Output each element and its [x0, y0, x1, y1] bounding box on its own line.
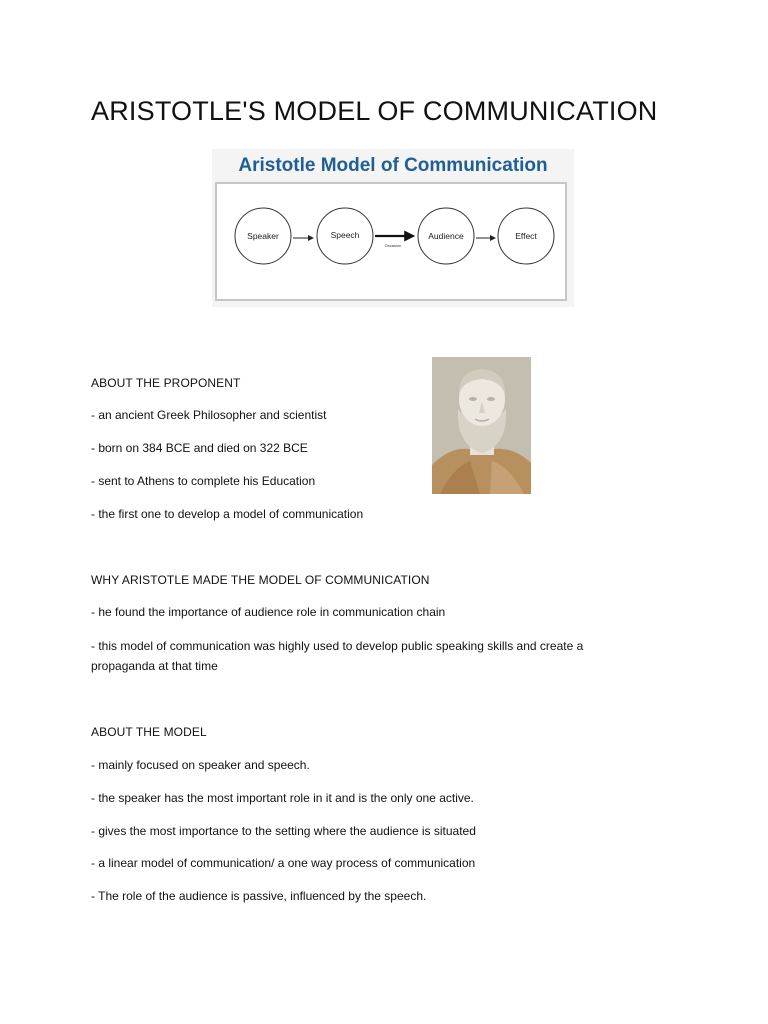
bust-image-icon: [432, 357, 531, 494]
list-item: - born on 384 BCE and died on 322 BCE: [91, 441, 308, 455]
audience-label: Audience: [428, 231, 464, 241]
speaker-label: Speaker: [247, 231, 279, 241]
section-heading-model: ABOUT THE MODEL: [91, 725, 207, 739]
occasion-label: Occasion: [384, 243, 402, 248]
section-heading-proponent: ABOUT THE PROPONENT: [91, 376, 241, 390]
diagram-title: Aristotle Model of Communication: [238, 155, 548, 176]
aristotle-model-diagram: [212, 149, 574, 307]
diagram-frame: [215, 182, 567, 301]
list-item: - sent to Athens to complete his Education: [91, 474, 316, 488]
list-item: - gives the most importance to the setting where the audience is situated: [91, 824, 476, 838]
list-item: - an ancient Greek Philosopher and scientist: [91, 408, 327, 422]
effect-label: Effect: [515, 231, 537, 241]
list-item: - the first one to develop a model of communication: [91, 507, 364, 521]
list-item: - the speaker has the most important role in it and is the only one active.: [91, 791, 474, 805]
section-heading-why: WHY ARISTOTLE MADE THE MODEL OF COMMUNICATION: [91, 573, 430, 587]
list-item: - mainly focused on speaker and speech.: [91, 758, 310, 772]
list-item: - The role of the audience is passive, influenced by the speech.: [91, 889, 427, 903]
page-title: ARISTOTLE'S MODEL OF COMMUNICATION: [91, 96, 658, 126]
list-item: - this model of communication was highly used to develop public speaking skills and create a propaganda at that time: [91, 639, 584, 673]
diagram-svg: [217, 184, 569, 303]
speech-label: Speech: [330, 230, 360, 240]
aristotle-bust-photo: [432, 357, 531, 494]
list-item: - he found the importance of audience role in communication chain: [91, 605, 446, 619]
list-item: - a linear model of communication/ a one way process of communication: [91, 856, 476, 870]
